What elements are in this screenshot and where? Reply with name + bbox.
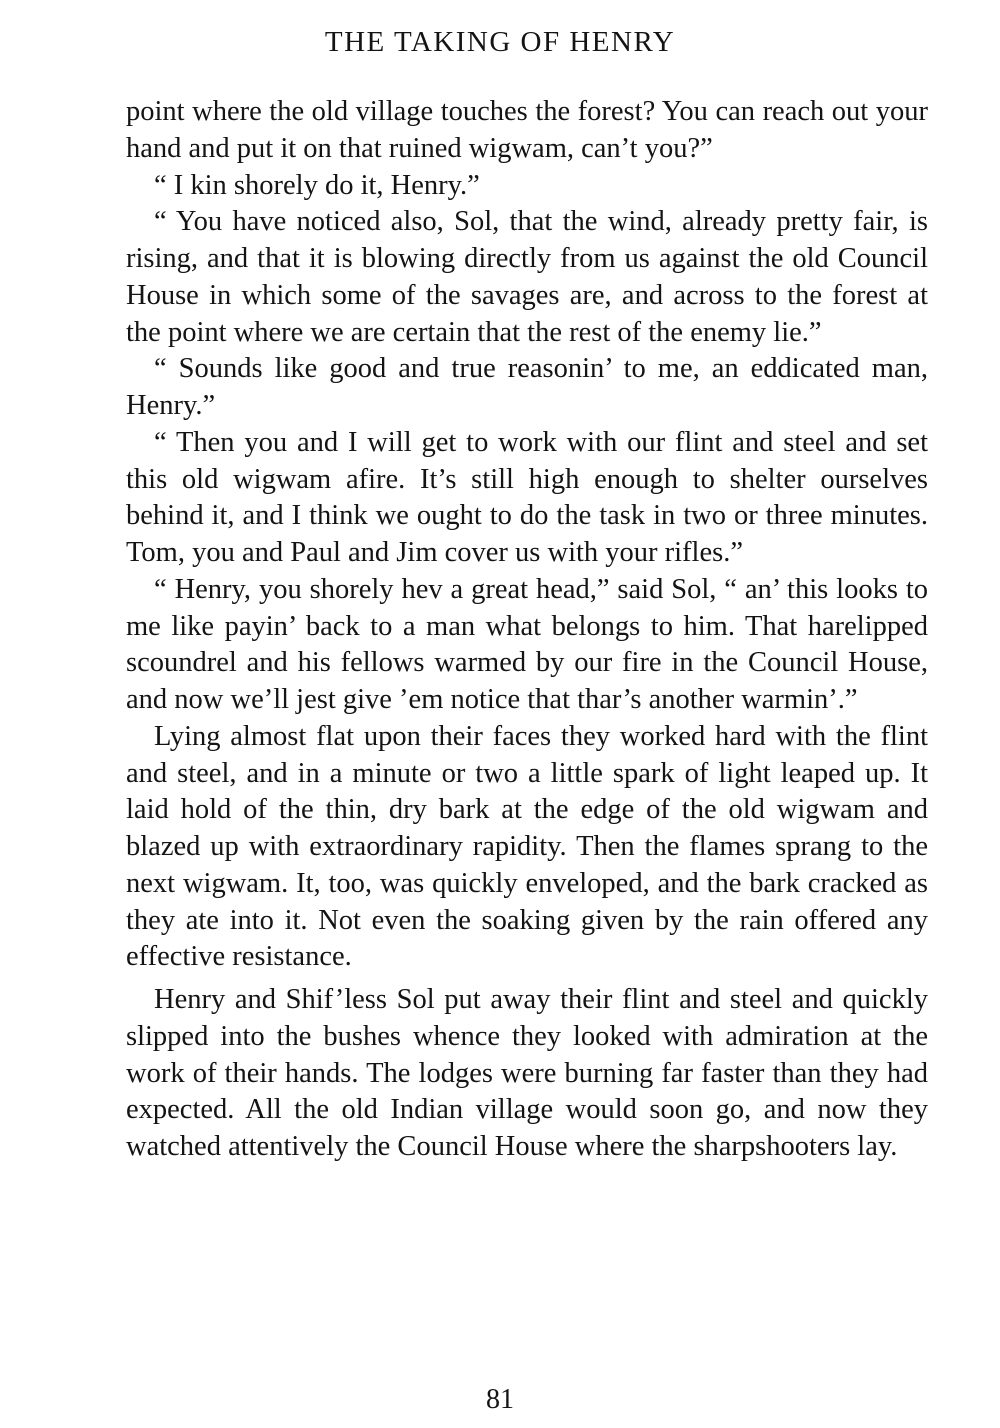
paragraph: Henry and Shif’less Sol put away their flint and steel and quickly slipped into the bushes whence they looked with admiration at the work of their hands. The lodges were burning far faster than they had expected. All the old Indian village would soon go, and now they watched attentively the Council House where the sharpshooters lay. (126, 984, 928, 1162)
paragraph: “ Sounds like good and true reasonin’ to me, an eddicated man, Henry.” (126, 353, 928, 421)
paragraph: “ You have noticed also, Sol, that the wind, already pretty fair, is rising, and that it is blowing directly from us against the old Council House in which some of the savages are, and across to the forest at the point where we are certain that the rest of the enemy lie.” (126, 206, 928, 348)
paragraph: “ Then you and I will get to work with our flint and steel and set this old wigwam afire. It’s still high enough to shelter ourselves behind it, and I think we ought to do the task in two or three minutes. Tom, you and Paul and Jim cover us with your rifles.” (126, 426, 928, 568)
paragraph: “ Henry, you shorely hev a great head,” said Sol, “ an’ this looks to me like payin’ back to a man what belongs to him. That harelipped scoundrel and his fellows warmed by our fire in the Council House, and now we’ll jest give ’em notice that thar’s another warmin’.” (126, 573, 928, 715)
running-head: THE TAKING OF HENRY (324, 26, 676, 58)
paragraph: Lying almost flat upon their faces they worked hard with the flint and steel, and in a minute or two a little spark of light leaped up. It laid hold of the thin, dry bark at the edge of the old wigwam and blazed up with extraordinary rapidity. Then the flames sprang to the next wigwam. It, too, was quickly enveloped, and the bark cracked as they ate into it. Not even the soaking given by the rain offered any effective resistance. (126, 720, 928, 973)
page-number: 81 (486, 1384, 514, 1415)
body-text (126, 94, 928, 1166)
paragraph-continuation: point where the old village touches the forest? You can reach out your hand and put it on that ruined wigwam, can’t you?” (126, 96, 928, 164)
paragraph: “ I kin shorely do it, Henry.” (154, 169, 480, 201)
